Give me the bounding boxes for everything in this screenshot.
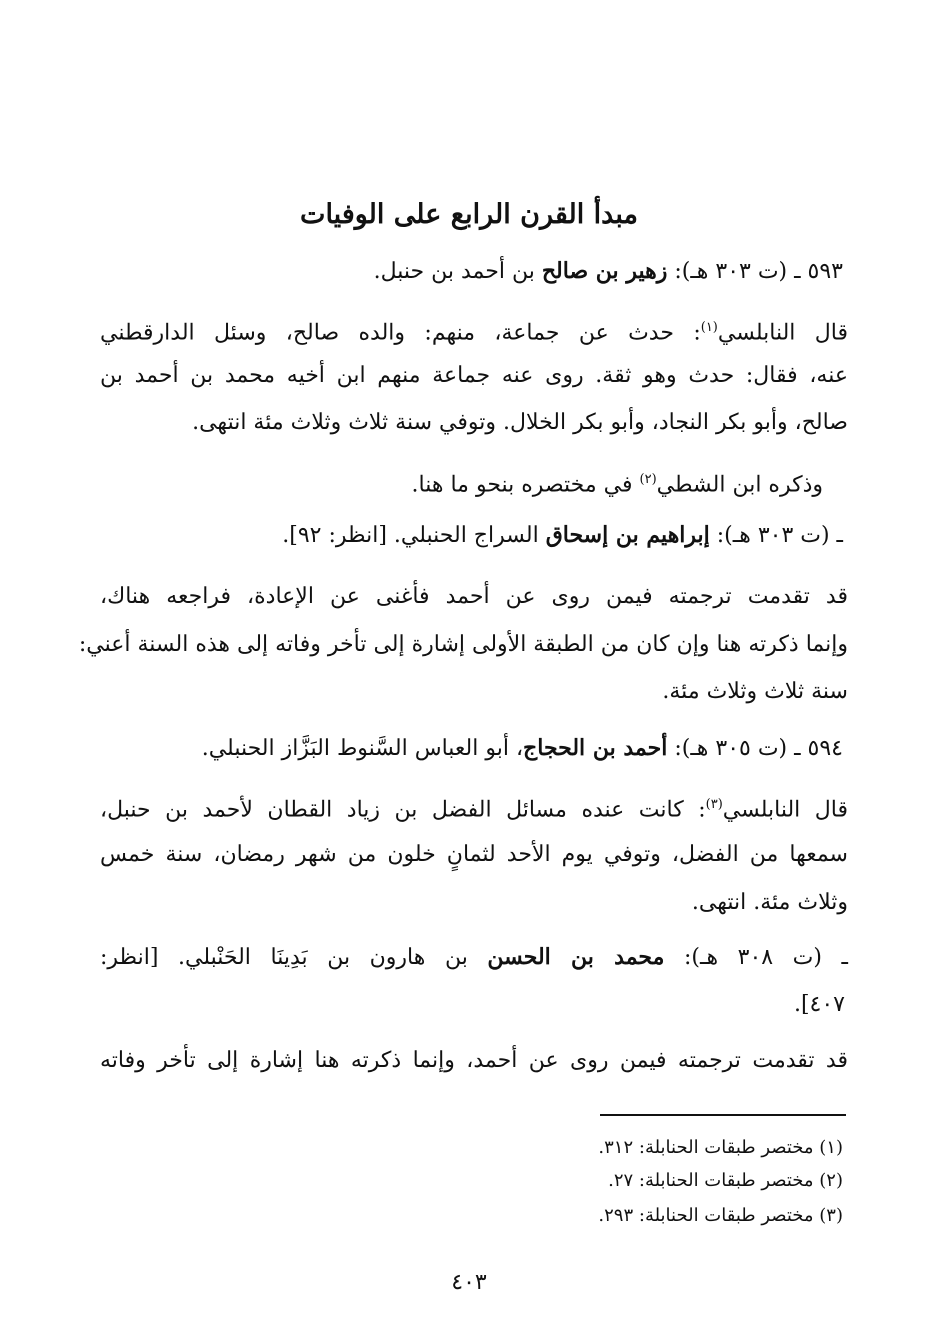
- entry-muhammad-date: ـ (ت ٣٠٨ هـ):: [664, 945, 848, 970]
- page-title: مبدأ القرن الرابع على الوفيات: [300, 199, 638, 230]
- entry-ibrahim-name: إبراهيم بن إسحاق: [545, 522, 710, 548]
- text-span: : حدث عن جماعة، منهم: والده صالح، وسئل الدارقطني: [100, 320, 701, 346]
- footnote-ref-2: (٢): [639, 472, 657, 487]
- entry-593-name: زهير بن صالح: [541, 258, 668, 284]
- entry-ibrahim-line-1: قد تقدمت ترجمته فيمن روى عن أحمد فأغنى عن الإعادة، فراجعه هناك،: [100, 584, 848, 609]
- footnote-2: (٢) مختصر طبقات الحنابلة: ٢٧.: [608, 1170, 843, 1191]
- entry-594-name: أحمد بن الحجاج: [523, 735, 668, 761]
- entry-muhammad-heading: [100, 942, 848, 973]
- entry-ibrahim-line-2: وإنما ذكرته هنا وإن كان من الطبقة الأولى إشارة إلى تأخر وفاته إلى هذه السنة أعني:: [78, 632, 848, 657]
- footnote-3: (٣) مختصر طبقات الحنابلة: ٢٩٣.: [598, 1205, 843, 1226]
- entry-593-line-3: صالح، وأبو بكر النجاد، وأبو بكر الخلال. وتوفي سنة ثلاث وثلاث مئة انتهى.: [192, 410, 848, 435]
- entry-ibrahim-line-3: سنة ثلاث وثلاث مئة.: [662, 679, 848, 704]
- entry-594-line-3: وثلاث مئة. انتهى.: [691, 890, 848, 915]
- entry-594-line-2: سمعها من الفضل، وتوفي يوم الأحد لثمانٍ خلون من شهر رمضان، سنة خمس: [100, 842, 848, 867]
- footnote-divider: [600, 1114, 846, 1116]
- page-number: ٤٠٣: [451, 1270, 487, 1295]
- entry-593-lineage: بن أحمد بن حنبل.: [373, 259, 542, 284]
- text-span: : كانت عنده مسائل الفضل بن زياد القطان لأحمد بن حنبل،: [100, 797, 706, 823]
- entry-muhammad-rest: بن هارون بن بَدِينَا الحَنْبلي. [انظر:: [100, 945, 488, 970]
- text-span: قال النابلسي: [722, 797, 848, 823]
- entry-muhammad-heading-cont: ٤٠٧].: [793, 992, 845, 1017]
- entry-muhammad-line-1: قد تقدمت ترجمته فيمن روى عن أحمد، وإنما ذكرته هنا إشارة إلى تأخر وفاته: [100, 1048, 848, 1073]
- text-span: وذكره ابن الشطي: [656, 472, 823, 498]
- footnote-ref-3: (٣): [705, 797, 723, 812]
- entry-ibrahim-heading: [282, 520, 843, 551]
- text-span: في مختصره بنحو ما هنا.: [411, 472, 640, 498]
- entry-593-line-1: [100, 313, 848, 348]
- entry-594-rest: ، أبو العباس السَّنوط البَزَّاز الحنبلي.: [201, 736, 524, 761]
- entry-594-number: ٥٩٤ ـ (ت ٣٠٥ هـ):: [667, 736, 843, 761]
- entry-593-note-line: [412, 465, 823, 500]
- entry-ibrahim-rest: السراج الحنبلي. [انظر: ٩٢].: [282, 523, 546, 548]
- entry-593-number: ٥٩٣ ـ (ت ٣٠٣ هـ):: [667, 259, 843, 284]
- entry-593-line-2: عنه، فقال: حدث وهو ثقة. روى عنه جماعة منهم ابن أخيه محمد بن أحمد بن: [100, 363, 848, 388]
- entry-593-heading: [374, 256, 843, 287]
- text-span: قال النابلسي: [717, 320, 848, 346]
- entry-594-line-1: [100, 790, 848, 825]
- footnote-ref-1: (١): [700, 320, 718, 335]
- entry-594-heading: [202, 733, 843, 764]
- entry-ibrahim-date: ـ (ت ٣٠٣ هـ):: [709, 523, 843, 548]
- entry-muhammad-name: محمد بن الحسن: [487, 944, 665, 970]
- footnote-1: (١) مختصر طبقات الحنابلة: ٣١٢.: [598, 1137, 843, 1158]
